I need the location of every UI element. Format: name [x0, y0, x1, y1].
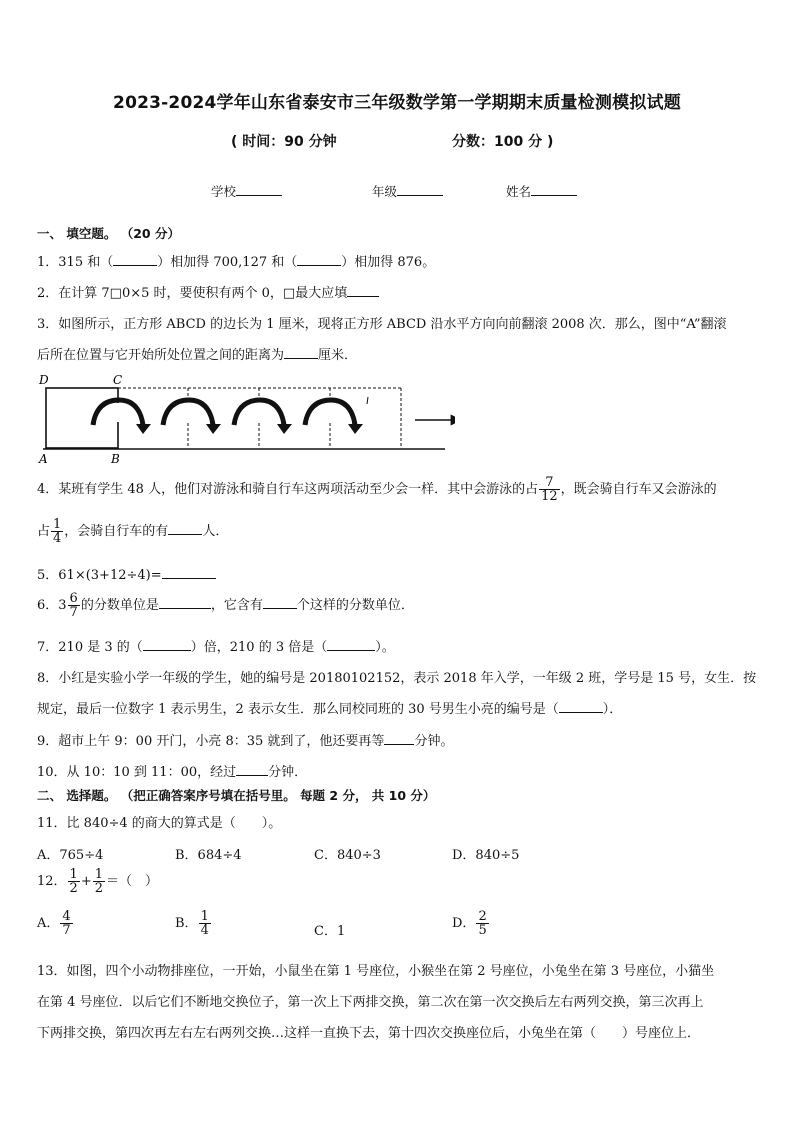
section-2-heading: 二、 选择题。 （把正确答案序号填在括号里。 每题 2 分， 共 10 分）: [37, 788, 436, 803]
section-1-heading: 一、 填空题。 （20 分）: [37, 226, 180, 241]
q12-text-b: ＝（ ）: [106, 874, 159, 889]
q5-text: 5．61×(3+12÷4)=: [37, 568, 162, 583]
school-field: [211, 182, 282, 200]
q10-text-b: 分钟．: [268, 765, 308, 780]
label-a: A: [39, 452, 48, 465]
question-8-line-2: [37, 698, 622, 717]
question-4-line-1: [37, 476, 717, 503]
q2-blank[interactable]: [347, 283, 379, 297]
q3-blank[interactable]: [284, 345, 318, 359]
q11-option-b[interactable]: B．684÷4: [175, 848, 242, 863]
total-score: 分数：100 分 ): [452, 134, 554, 150]
label-d: D: [39, 373, 49, 387]
q4-fraction-2: $\frac{1}{4}$: [53, 517, 62, 546]
question-10: [37, 761, 307, 780]
q1-text-b: ）相加得 700,127 和（: [157, 255, 298, 270]
q12-fraction-1: $\frac{1}{2}$: [69, 867, 78, 896]
label-b: B: [111, 452, 120, 465]
q12-plus: +: [80, 874, 92, 889]
q11-option-a[interactable]: A．765÷4: [37, 848, 104, 863]
q1-text-a: 1．315 和（: [37, 255, 114, 270]
q7-blank-1[interactable]: [143, 637, 191, 651]
q9-blank[interactable]: [384, 731, 414, 745]
question-4-line-2: [37, 518, 228, 545]
school-label: 学校: [211, 184, 237, 199]
q4-text-b: ，既会骑自行车又会游泳的: [560, 482, 717, 497]
question-13-line-2: 在第 4 号座位．以后它们不断地交换位子，第一次上下两排交换，第二次在第一次交换后左右两列交换，第三次再上: [37, 995, 704, 1010]
q3-text-a: 后所在位置与它开始所处位置之间的距离为: [37, 348, 285, 363]
q7-blank-2[interactable]: [327, 637, 375, 651]
q6-blank-2[interactable]: [263, 595, 297, 609]
q12-option-a[interactable]: A． $\frac{4}{7}$: [37, 909, 71, 938]
q12-fraction-2: $\frac{1}{2}$: [94, 867, 104, 896]
q8-text-b: ）．: [602, 702, 623, 717]
q7-text-a: 7．210 是 3 的（: [37, 640, 143, 655]
q1-blank-2[interactable]: [297, 252, 341, 266]
question-7: [37, 636, 395, 655]
rolling-square-figure: [35, 370, 455, 465]
question-6: [37, 592, 414, 619]
q6-text-c: ，它含有: [210, 598, 263, 613]
q6-text-b: 的分数单位是: [80, 598, 159, 613]
q4-text-d: ，会骑自行车的有: [64, 524, 169, 539]
q8-blank[interactable]: [559, 699, 603, 713]
q9-text-a: 9．超市上午 9：00 开门，小亮 8：35 就到了，他还要再等: [37, 734, 385, 749]
q12-option-c[interactable]: C．1: [314, 924, 346, 939]
q5-blank[interactable]: [162, 565, 216, 579]
grade-field: [372, 182, 443, 200]
q4-text-a: 4．某班有学生 48 人，他们对游泳和骑自行车这两项活动至少会一样．其中会游泳的占: [37, 482, 539, 497]
question-8-line-1: 8．小红是实验小学一年级的学生，她的编号是 20180102152，表示 2018 年入学，一年级 2 班，学号是 15 号，女生．按: [37, 671, 757, 686]
tick-mark: [367, 397, 368, 404]
question-12: [37, 868, 158, 895]
time-limit: ( 时间：90 分钟: [231, 134, 337, 150]
q10-blank[interactable]: [236, 762, 268, 776]
q10-text-a: 10．从 10：10 到 11：00，经过: [37, 765, 237, 780]
q12-option-b[interactable]: B． $\frac{1}{4}$: [175, 909, 209, 938]
q12-option-d[interactable]: D． $\frac{2}{5}$: [452, 909, 487, 938]
question-3-line-2: [37, 344, 357, 363]
q4-fraction-1: $\frac{7}{12}$: [541, 475, 558, 504]
question-1: [37, 251, 435, 270]
q6-text-d: 个这样的分数单位．: [296, 598, 414, 613]
q1-text-c: ）相加得 876。: [341, 255, 436, 270]
question-9: [37, 730, 453, 749]
q11-option-c[interactable]: C．840÷3: [314, 848, 381, 863]
question-3-line-1: 3．如图所示，正方形 ABCD 的边长为 1 厘米，现将正方形 ABCD 沿水平方向向前翻滚 2008 次．那么，图中“A”翻滚: [37, 317, 727, 332]
q7-text-c: ）。: [375, 640, 395, 655]
q3-text-b: 厘米．: [318, 348, 358, 363]
q6-text-a: 6．3: [37, 598, 67, 613]
name-blank[interactable]: [531, 182, 577, 196]
q4-text-c: 占: [37, 524, 51, 539]
question-13-line-3: 下两排交换，第四次再左右左右两列交换…这样一直换下去，第十四次交换座位后，小兔坐在第（ ）号座位上．: [37, 1026, 701, 1041]
q1-blank-1[interactable]: [113, 252, 157, 266]
q6-fraction: $\frac{6}{7}$: [69, 591, 78, 620]
q8-text-a: 规定，最后一位数字 1 表示男生，2 表示女生．那么同校同班的 30 号男生小亮的编号是（: [37, 702, 559, 717]
school-blank[interactable]: [236, 182, 282, 196]
q11-option-d[interactable]: D．840÷5: [452, 848, 520, 863]
q4-blank[interactable]: [168, 521, 202, 535]
q4-text-e: 人．: [202, 524, 229, 539]
exam-title: 2023-2024学年山东省泰安市三年级数学第一学期期末质量检测模拟试题: [113, 93, 681, 113]
grade-blank[interactable]: [397, 182, 443, 196]
question-13-line-1: 13．如图，四个小动物排座位，一开始，小鼠坐在第 1 号座位，小猴坐在第 2 号座位，小兔坐在第 3 号座位，小猫坐: [37, 964, 715, 979]
label-c: C: [113, 373, 123, 387]
grade-label: 年级: [372, 184, 398, 199]
question-11: 11．比 840÷4 的商大的算式是（ ）。: [37, 816, 282, 831]
q9-text-b: 分钟。: [414, 734, 454, 749]
name-label: 姓名: [506, 184, 532, 199]
question-5: [37, 564, 216, 583]
q7-text-b: ）倍，210 的 3 倍是（: [190, 640, 328, 655]
q2-text: 2．在计算 7□0×5 时，要使积有两个 0，□最大应填: [37, 286, 348, 301]
question-2: [37, 282, 379, 301]
q12-number: 12．: [37, 874, 67, 889]
q6-blank-1[interactable]: [159, 595, 211, 609]
name-field: [506, 182, 577, 200]
